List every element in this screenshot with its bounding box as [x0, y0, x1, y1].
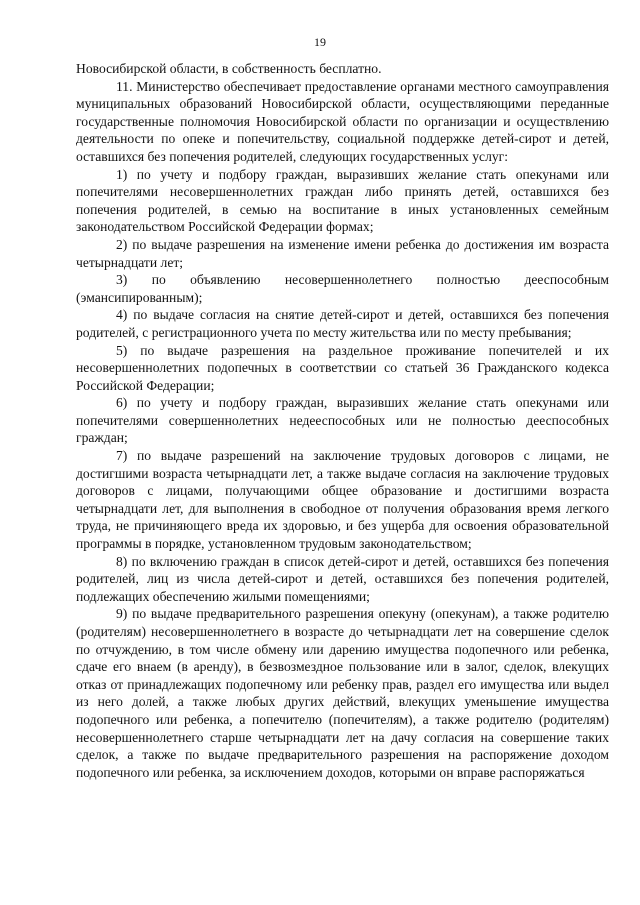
paragraph-item-11: 11. Министерство обеспечивает предоставление органами местного самоуправления муниципальных образований Новосибирской области, осуществляющими переданные государственные полномочия Новосибирской области по организации и осуществлению деятельности по опеке и попечительству, социальной поддержке детей-сирот и детей, оставшихся без попечения родителей, следующих государственных услуг:	[76, 78, 609, 164]
paragraph-subitem-1: 1) по учету и подбору граждан, выразивших желание стать опекунами или попечителями несовершеннолетних граждан либо принять детей, оставшихся без попечения родителей, в семью на воспитание в иных установленных семейным законодательством Российской Федерации формах;	[76, 166, 609, 235]
paragraph-subitem-7: 7) по выдаче разрешений на заключение трудовых договоров с лицами, не достигшими возраста четырнадцати лет, а также выдаче согласия на заключение трудовых договоров с лицами, получающими общее образование и достигшими возраста четырнадцати лет, для выполнения в свободное от получения образования время легкого труда, не причиняющего вреда их здоровью, и без ущерба для освоения образовательной программы в порядке, установленном трудовым законодательством;	[76, 448, 609, 552]
paragraph-subitem-5: 5) по выдаче разрешения на раздельное проживание попечителей и их несовершеннолетних подопечных в соответствии со статьей 36 Гражданского кодекса Российской Федерации;	[76, 342, 609, 393]
paragraph-subitem-4: 4) по выдаче согласия на снятие детей-сирот и детей, оставшихся без попечения родителей, с регистрационного учета по месту жительства или по месту пребывания;	[76, 307, 609, 340]
document-body	[76, 60, 609, 781]
paragraph-subitem-3: 3) по объявлению несовершеннолетнего полностью дееспособным (эмансипированным);	[76, 272, 609, 305]
paragraph-subitem-2: 2) по выдаче разрешения на изменение имени ребенка до достижения им возраста четырнадцати лет;	[76, 236, 609, 270]
paragraph-continuation: Новосибирской области, в собственность бесплатно.	[76, 61, 382, 76]
paragraph-subitem-6: 6) по учету и подбору граждан, выразивших желание стать опекунами или попечителями совершеннолетних недееспособных или не полностью дееспособных граждан;	[76, 395, 609, 446]
paragraph-subitem-9: 9) по выдаче предварительного разрешения опекуну (опекунам), а также родителю (родителям) несовершеннолетнего в возрасте до четырнадцати лет на совершение сделок по отчуждению, в том числе обмену или дарению имущества подопечного или ребенка, сдаче его внаем (в аренду), в безвозмездное пользование или в залог, сделок, влекущих отказ от принадлежащих подопечному или ребенку прав, раздел его имущества или выдел из него долей, а также любых других действий, влекущих уменьшение имущества подопечного или ребенка, а попечителю (попечителям), а также родителю (родителям) несовершеннолетнего старше четырнадцати лет на дачу согласия на совершение таких сделок, а также по выдаче предварительного разрешения на распоряжение доходом подопечного или ребенка, за исключением доходов, которыми он вправе распоряжаться	[76, 606, 609, 780]
page-number: 19	[314, 35, 326, 49]
paragraph-subitem-8: 8) по включению граждан в список детей-сирот и детей, оставшихся без попечения родителей, лиц из числа детей-сирот и детей, оставшихся без попечения родителей, подлежащих обеспечению жилыми помещениями;	[76, 553, 609, 604]
